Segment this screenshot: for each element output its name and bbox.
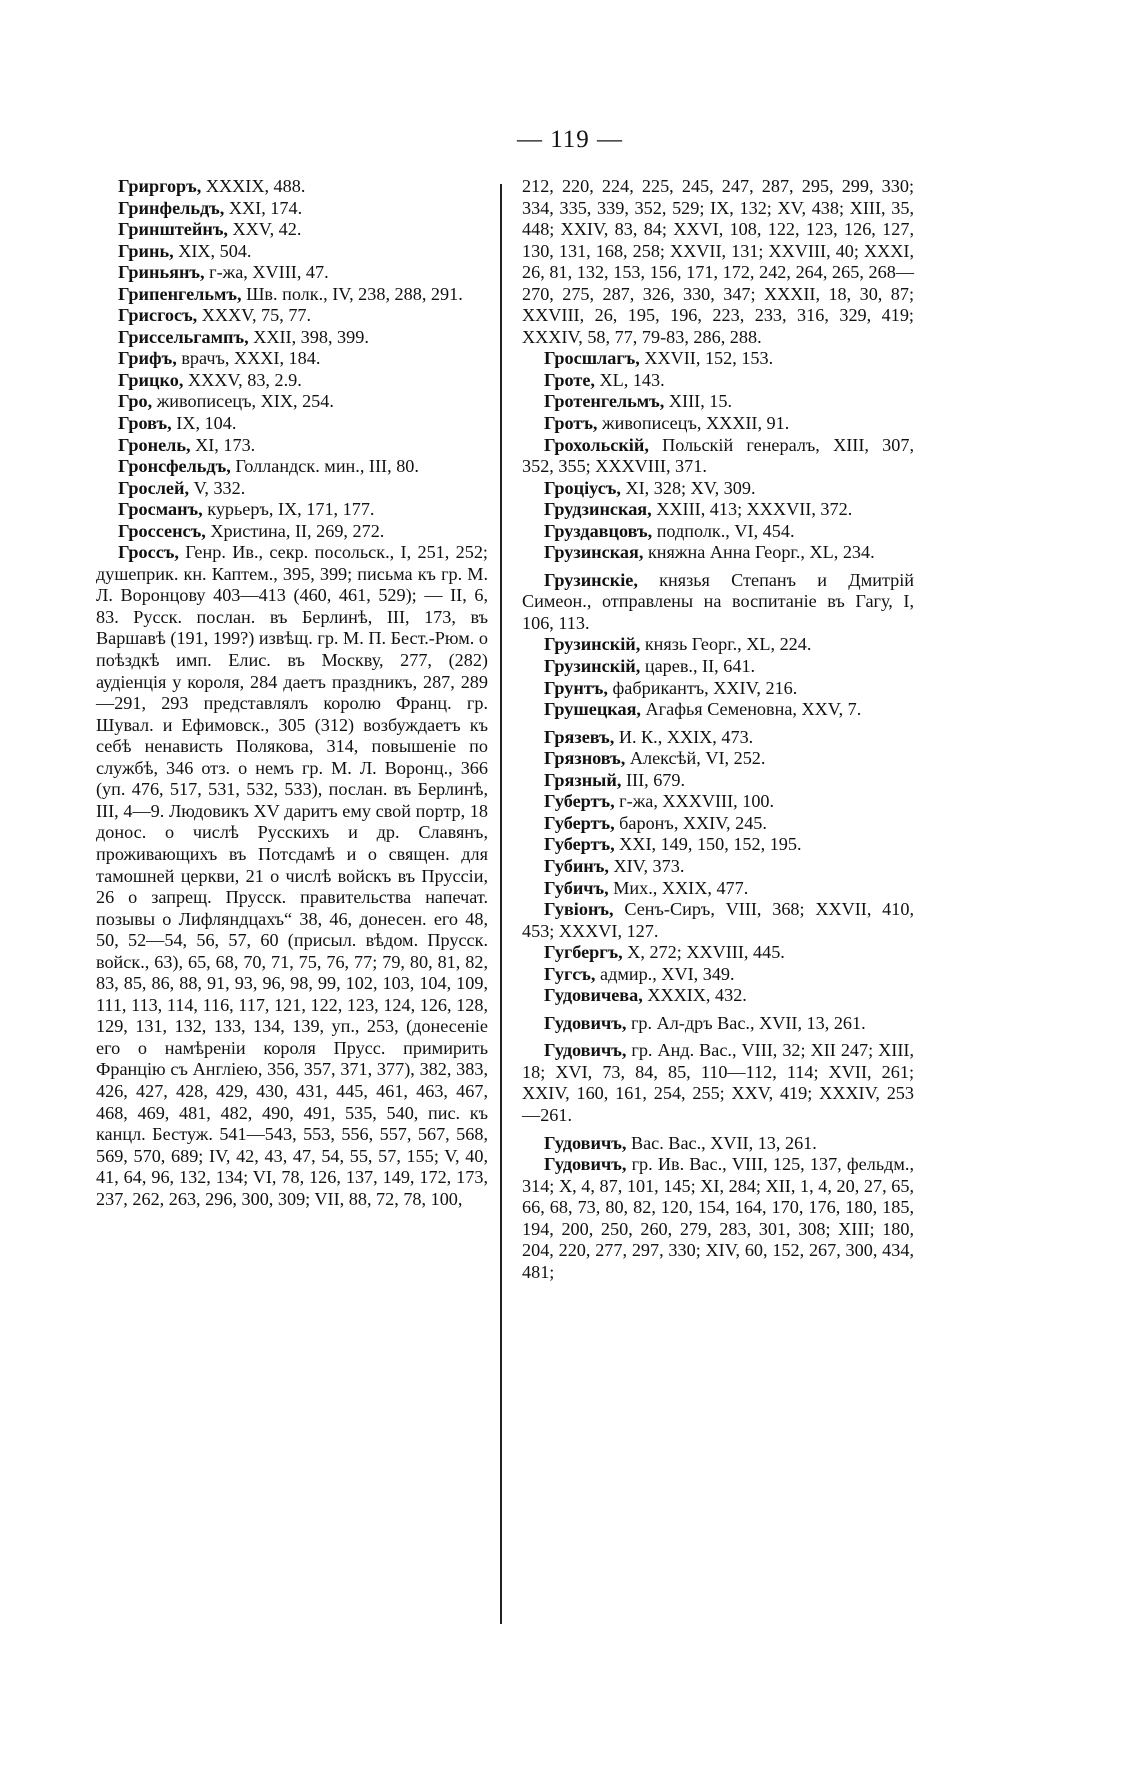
index-entry — [522, 1040, 914, 1126]
index-entry — [522, 478, 914, 500]
index-entry — [522, 413, 914, 435]
index-entry — [522, 542, 914, 564]
index-entry — [96, 284, 488, 306]
index-entry — [96, 521, 488, 543]
index-entry — [522, 878, 914, 900]
entry-headword: Гудовичева, — [544, 985, 643, 1006]
entry-headword: Грузинская, — [544, 542, 644, 563]
entry-text: XXII, 398, 399. — [248, 326, 369, 347]
entry-headword: Губинъ, — [544, 855, 609, 876]
entry-text: XIX, 504. — [173, 240, 252, 261]
entry-text: фабрикантъ, XXIV, 216. — [607, 677, 798, 698]
entry-text: живописецъ, XIX, 254. — [152, 391, 334, 412]
entry-text: XXIII, 413; XXXVII, 372. — [651, 499, 853, 520]
entry-text: баронъ, XXIV, 245. — [614, 812, 767, 833]
entry-text: Вас. Вас., XVII, 13, 261. — [626, 1132, 817, 1153]
entry-text: князья Степанъ и Дмитрій Симеон., отправлены на воспитаніе въ Гагу, I, 106, 113. — [522, 569, 914, 633]
index-entry — [96, 413, 488, 435]
entry-text: Польскій генералъ, XIII, 307, 352, 355; XXXVIII, 371. — [522, 434, 914, 477]
index-entry — [96, 198, 488, 220]
index-entry — [522, 499, 914, 521]
index-entry — [522, 370, 914, 392]
entry-headword: Грузинскій, — [544, 634, 641, 655]
index-entry — [522, 348, 914, 370]
index-entry — [522, 435, 914, 478]
entry-text: адмир., XVI, 349. — [595, 963, 735, 984]
entry-text: гр. Анд. Вас., VIII, 32; XII 247; XIII, 18; XVI, 73, 84, 85, 110—112, 114; XVII, 261; XXIV, 160, 161, 254, 255; XXV, 419; XXXIV, 253—261. — [522, 1040, 914, 1125]
entry-text: XXXIX, 432. — [642, 985, 747, 1006]
entry-headword: Гронель, — [118, 434, 191, 455]
index-entry — [96, 435, 488, 457]
index-entry — [522, 856, 914, 878]
entry-text: X, 272; XXVIII, 445. — [622, 942, 785, 963]
entry-text: XXI, 174. — [224, 197, 303, 218]
index-entry — [96, 305, 488, 327]
entry-text: Алексѣй, VI, 252. — [625, 748, 766, 769]
entry-text: княжна Анна Георг., XL, 234. — [643, 542, 875, 563]
entry-text: гр. Ив. Вас., VIII, 125, 137, фельдм., 314; X, 4, 87, 101, 145; XI, 284; XII, 1, 4, 20, 27, 65, 66, 68, 73, 80, 82, 120, 154, 164, 170, 176, 180, 185, 194, 200, 250, 260, 279, 283, 301, 308; XIII; 180, 204, 220, 277, 297, 330; XIV, 60, 152, 267, 300, 434, 481; — [522, 1154, 914, 1282]
entry-text: подполк., VI, 454. — [652, 520, 795, 541]
entry-text: IX, 104. — [171, 413, 237, 434]
left-column — [96, 176, 488, 1210]
entry-headword: Гровъ, — [118, 413, 172, 434]
index-entry — [522, 748, 914, 770]
index-entry — [96, 348, 488, 370]
index-entry — [522, 834, 914, 856]
entry-text: XIII, 15. — [664, 391, 733, 412]
entry-text: князь Георг., XL, 224. — [640, 634, 812, 655]
entry-headword: Грязновъ, — [544, 748, 626, 769]
entry-headword: Гриссельгампъ, — [118, 326, 249, 347]
index-entry — [522, 1154, 914, 1283]
entry-text: XXXV, 83, 2.9. — [183, 369, 302, 390]
entry-headword: Губертъ, — [544, 834, 615, 855]
index-entry — [96, 219, 488, 241]
entry-headword: Гринь, — [118, 240, 174, 261]
index-entry — [522, 391, 914, 413]
entry-headword: Грузинскій, — [544, 656, 641, 677]
entry-text: живописецъ, XXXII, 91. — [597, 413, 790, 434]
index-entry — [522, 899, 914, 942]
entry-headword: Гросманъ, — [118, 499, 203, 520]
index-entry — [96, 542, 488, 1210]
entry-headword: Грисгосъ, — [118, 305, 198, 326]
entry-text: 212, 220, 224, 225, 245, 247, 287, 295, 299, 330; 334, 335, 339, 352, 529; IX, 132; XV, 438; XIII, 35, 448; XXIV, 83, 84; XXVI, 108, 122, 123, 126, 127, 130, 131, 168, 258; XXVII, 131; XXVIII, 40; XXXI, 26, 81, 132, 153, 156, 171, 172, 242, 264, 265, 268—270, 275, 287, 326, 330, 347; XXXII, 18, 30, 87; XXVIII, 26, 195, 196, 223, 233, 316, 329, 419; XXXIV, 58, 77, 79-83, 286, 288. — [522, 176, 914, 347]
index-entry — [522, 699, 914, 721]
entry-text: Христина, II, 269, 272. — [205, 520, 385, 541]
column-divider — [500, 184, 502, 1624]
entry-headword: Грудзинская, — [544, 499, 652, 520]
entry-text: Голландск. мин., III, 80. — [230, 456, 419, 477]
index-entry — [522, 791, 914, 813]
index-entry — [96, 241, 488, 263]
entry-headword: Грифъ, — [118, 348, 177, 369]
index-entry — [96, 499, 488, 521]
entry-headword: Губичъ, — [544, 877, 609, 898]
index-entry — [522, 942, 914, 964]
entry-headword: Гриргоръ, — [118, 176, 202, 196]
entry-text: Сенъ-Сиръ, VIII, 368; XXVII, 410, 453; XXXVI, 127. — [522, 899, 914, 941]
entry-text: г-жа, XVIII, 47. — [204, 262, 329, 283]
entry-headword: Гросшлагъ, — [544, 348, 640, 369]
index-entry — [96, 327, 488, 349]
entry-headword: Грязный, — [544, 769, 622, 790]
index-entry — [522, 678, 914, 700]
entry-text: царев., II, 641. — [640, 656, 756, 677]
entry-headword: Гудовичъ, — [544, 1154, 627, 1175]
entry-text: И. К., XXIX, 473. — [614, 726, 754, 747]
entry-text: курьеръ, IX, 171, 177. — [202, 499, 375, 520]
entry-text: XXXIX, 488. — [201, 176, 306, 196]
index-entry — [522, 634, 914, 656]
index-entry — [522, 727, 914, 749]
index-entry — [96, 456, 488, 478]
entry-headword: Грунтъ, — [544, 677, 608, 698]
entry-text: XXVII, 152, 153. — [639, 348, 774, 369]
index-entry — [96, 262, 488, 284]
entry-headword: Гугбергъ, — [544, 942, 623, 963]
index-entry — [522, 1133, 914, 1155]
entry-headword: Гроссенсъ, — [118, 520, 206, 541]
page-number: — 119 — — [516, 126, 624, 153]
entry-text: XXXV, 75, 77. — [197, 305, 312, 326]
index-entry — [522, 656, 914, 678]
entry-headword: Грязевъ, — [544, 726, 615, 747]
entry-text: Мих., XXIX, 477. — [608, 877, 749, 898]
entry-headword: Гроціусъ, — [544, 477, 621, 498]
entry-headword: Губертъ, — [544, 812, 615, 833]
index-entry — [522, 964, 914, 986]
entry-text: врачъ, XXXI, 184. — [176, 348, 321, 369]
index-entry — [96, 478, 488, 500]
index-entry — [522, 985, 914, 1007]
entry-text: XXV, 42. — [227, 219, 302, 240]
entry-headword: Гротенгельмъ, — [544, 391, 665, 412]
right-column — [522, 176, 914, 1283]
entry-headword: Гроссъ, — [118, 542, 179, 563]
index-entry — [522, 521, 914, 543]
entry-headword: Гувіонъ, — [544, 899, 614, 920]
entry-headword: Гронсфельдъ, — [118, 456, 231, 477]
entry-text: III, 679. — [621, 769, 686, 790]
entry-headword: Гринштейнъ, — [118, 219, 228, 240]
entry-headword: Гроте, — [544, 369, 595, 390]
index-entry — [522, 1013, 914, 1035]
index-entry — [522, 813, 914, 835]
entry-headword: Гудовичъ, — [544, 1040, 627, 1061]
entry-text: XIV, 373. — [608, 855, 685, 876]
entry-text: Агафья Семеновна, XXV, 7. — [640, 699, 862, 720]
entry-headword: Грохольскій, — [544, 434, 649, 455]
entry-headword: Гринфельдъ, — [118, 197, 225, 218]
entry-headword: Гудовичъ, — [544, 1132, 627, 1153]
entry-text: XI, 328; XV, 309. — [620, 477, 756, 498]
entry-headword: Губертъ, — [544, 791, 615, 812]
entry-text: XXI, 149, 150, 152, 195. — [614, 834, 802, 855]
index-entry — [96, 391, 488, 413]
index-entry — [96, 176, 488, 198]
entry-headword: Грицко, — [118, 369, 184, 390]
entry-headword: Груздавцовъ, — [544, 520, 653, 541]
index-entry-continuation — [522, 176, 914, 348]
entry-text: Генр. Ив., секр. посольск., I, 251, 252; душеприк. кн. Каптем., 395, 399; письма къ гр. М. Л. Воронцову 403—413 (460, 461, 529); — II, 6, 83. Русск. послан. въ Берлинѣ, III, 173, въ Варшавѣ (191, 199?) извѣщ. гр. М. П. Бест.-Рюм. о поѣздкѣ имп. Елис. въ Москву, 277, (282) аудіенція у короля, 284 даетъ праздникъ, 287, 289—291, 293 представлялъ королю Франц. гр. Шувал. и Ефимовск., 305 (312) возбуждаетъ къ себѣ ненависть Полякова, 314, повышеніе по службѣ, 346 отз. о немъ гр. М. Л. Воронц., 366 (уп. 476, 517, 531, 532, 533), послан. въ Берлинѣ, III, 4—9. Людовикъ XV даритъ ему свой портр, 18 донос. о числѣ Русскихъ и др. Славянъ, проживающихъ въ Потсдамѣ и о священ. для тамошней церкви, 21 о числѣ войскъ въ Пруссіи, 26 о запрещ. Прусск. правительства напечат. позывы о Лифляндцахъ“ 38, 46, донесен. его 48, 50, 52—54, 56, 57, 60 (присыл. вѣдом. Прусск. войск., 63), 65, 68, 70, 71, 75, 76, 77; 79, 80, 81, 82, 83, 85, 86, 88, 91, 93, 96, 98, 99, 102, 103, 104, 109, 111, 113, 114, 116, 117, 121, 122, 123, 124, 126, 128, 129, 131, 132, 133, 134, 139, уп., 253, (донесеніе его о намѣреніи короля Прусс. примирить Францію съ Англіею, 356, 357, 371, 377), 382, 383, 426, 427, 428, 429, 430, 431, 445, 461, 463, 467, 468, 469, 481, 482, 490, 491, 535, 540, пис. къ канцл. Бестуж. 541—543, 553, 556, 557, 567, 568, 569, 570, 689; IV, 42, 43, 47, 54, 55, 57, 155; V, 40, 41, 64, 96, 132, 134; VI, 78, 126, 137, 149, 172, 173, 237, 262, 263, 296, 300, 309; VII, 88, 72, 78, 100, — [96, 542, 488, 1209]
index-entry — [522, 770, 914, 792]
entry-headword: Гугсъ, — [544, 963, 596, 984]
entry-text: г-жа, XXXVIII, 100. — [614, 791, 775, 812]
entry-headword: Гудовичъ, — [544, 1012, 627, 1033]
entry-text: Шв. полк., IV, 238, 288, 291. — [241, 283, 463, 304]
entry-headword: Грипенгельмъ, — [118, 283, 242, 304]
index-entry — [96, 370, 488, 392]
entry-text: XI, 173. — [190, 434, 256, 455]
entry-headword: Гротъ, — [544, 413, 598, 434]
entry-text: гр. Ал-дръ Вас., XVII, 13, 261. — [626, 1012, 866, 1033]
entry-text: V, 332. — [189, 477, 246, 498]
entry-headword: Грузинскіе, — [544, 569, 638, 590]
entry-headword: Гриньянъ, — [118, 262, 205, 283]
entry-text: XL, 143. — [594, 369, 665, 390]
index-entry — [522, 570, 914, 635]
entry-headword: Грослей, — [118, 477, 190, 498]
entry-headword: Гро, — [118, 391, 153, 412]
entry-headword: Грушецкая, — [544, 699, 641, 720]
